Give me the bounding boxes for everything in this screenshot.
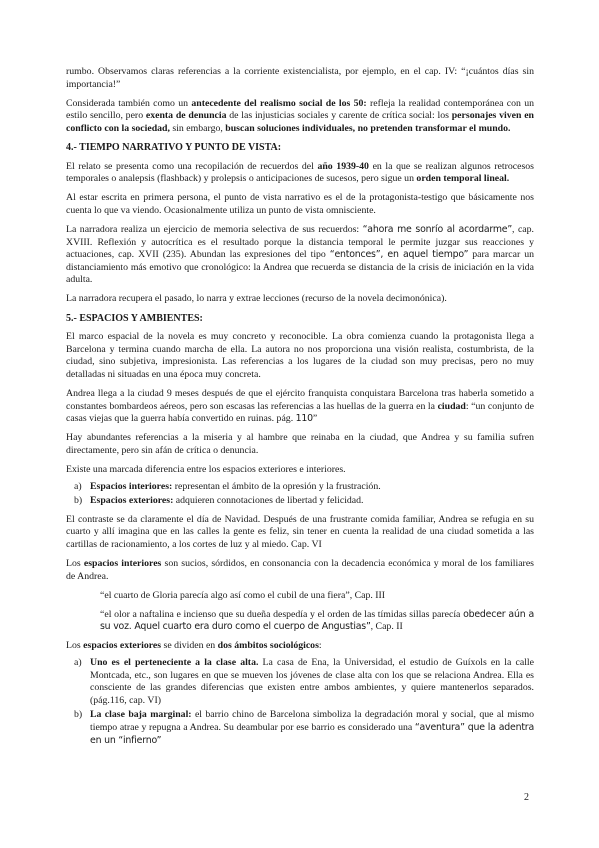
bold-text: espacios exteriores — [83, 640, 162, 652]
list-marker: b) — [74, 495, 83, 507]
text: : — [318, 640, 322, 652]
text: adquieren connotaciones de libertad y felicidad. — [173, 495, 364, 507]
text: Los — [66, 640, 84, 652]
text: : “un conjunto de casas viejas que la guerra había convertido en ruinas. pág. — [66, 400, 534, 425]
bold-text: exenta de denuncia — [145, 110, 227, 122]
list-item — [66, 495, 534, 508]
text: Considerada también como un — [66, 97, 192, 109]
bold-text: ciudad — [437, 400, 466, 412]
text: rumbo. Observamos claras referencias a la corriente existencialista, por ejemplo, en el cap. IV: “¡cuántos días sin importancia!” — [66, 66, 534, 90]
paragraph-primera-persona — [66, 192, 534, 217]
text: Los — [66, 558, 84, 569]
text: La narradora recupera el pasado, lo narra y extrae lecciones (recurso de la novela decimonónica). — [66, 293, 447, 305]
text: Al estar escrita en primera persona, el punto de vista narrativo es el de la protagonista-testigo que básicamente nos cuenta lo que va viendo. Ocasionalmente utiliza un punto de vista omnisciente. — [66, 192, 534, 216]
bold-text: buscan soluciones individuales, no pretenden transformar el mundo. — [225, 122, 511, 134]
paragraph-memoria — [66, 224, 534, 287]
quote-angustias — [66, 609, 534, 634]
paragraph-interiores — [66, 558, 534, 583]
handwritten-text: obedecer aún a su voz. Aquel cuarto era duro como el cuerpo de Angustias” — [100, 608, 535, 633]
page-number: 2 — [524, 792, 529, 803]
bold-text: espacios interiores — [83, 558, 162, 569]
paragraph-diferencia — [66, 464, 534, 477]
text: La casa de Ena, la Universidad, el estudio de Guíxols en la calle Montcada, etc., son lugares en que se mueven los jóvenes de clase alta con los que se relaciona Andrea. Ella es consciente de las grandes diferencias que existen entre ambos ambientes, y quiere mantenerlos separados. (pág.116, cap. VI) — [90, 657, 534, 706]
text: se dividen en — [161, 640, 218, 652]
paragraph-miseria — [66, 432, 534, 457]
text: “el cuarto de Gloria parecía algo así como el cubil de una fiera”, Cap. III — [100, 589, 386, 601]
bold-text: Espacios exteriores: — [90, 495, 174, 507]
bold-text: antecedente del realismo social de los 50: — [191, 97, 367, 109]
text: sin embargo, — [169, 122, 226, 134]
text: para marcar un distanciamiento más emotivo que cronológico: la Andrea que recuerda se distancia de la crisis de iniciación en la vida adulta. — [66, 249, 534, 286]
text: El contraste se da claramente el día de Navidad. Después de una frustrante comida familiar, Andrea se refugia en su cuarto y allí imagina que en las calles la gente es feliz, sin tener en cuenta la realidad de una ciudad sometida a las cartillas de racionamiento, a los cortes de luz y al miedo. Cap. VI — [66, 513, 534, 550]
text: “el olor a naftalina e incienso que su dueña despedía y el orden de las tímidas sillas parecía — [100, 608, 464, 620]
list-item — [66, 709, 534, 747]
text: ” — [312, 413, 318, 425]
bold-text: Espacios interiores: — [90, 480, 173, 492]
text: El relato se presenta como una recopilación de recuerdos del — [66, 160, 318, 172]
text: Andrea llega a la ciudad 9 meses después de que el ejército franquista conquistara Barcelona tras haberla sometido a constantes bombardeos aéreos, pero son escasas las referencias a las huellas de la guerra en la — [66, 387, 534, 412]
text: , Cap. II — [370, 621, 403, 633]
quote-gloria — [66, 590, 534, 603]
paragraph-llegada — [66, 388, 534, 426]
bold-text: dos ámbitos sociológicos — [217, 640, 319, 652]
bold-text: La clase baja marginal: — [90, 709, 192, 721]
text: el barrio chino de Barcelona simboliza la degradación moral y social, que al mismo tiempo atrae y repugna a Andrea. Su deambular por ese barrio es considerado una — [90, 709, 534, 734]
text: El marco espacial de la novela es muy concreto y reconocible. La obra comienza cuando la protagonista llega a Barcelona y termina cuando marcha de ella. La autora no nos proporciona una visión realista, costumbrista, de la ciudad, sino subjetiva, impresionista. Las referencias a los lugares de la ciudad son muy precisas, pero no muy detalladas ni situadas en una época muy concreta. — [66, 331, 534, 380]
list-marker: a) — [74, 657, 82, 669]
paragraph-navidad — [66, 514, 534, 552]
bold-text: orden temporal lineal. — [416, 173, 510, 185]
text: refleja la realidad contemporánea con un estilo sencillo, pero — [66, 97, 535, 122]
text: , cap. XVIII. Reflexión y autocrítica es el resultado porque la distancia temporal le permite juzgar sus reacciones y actuaciones, cap. XVII (235). Abundan las expresiones del tipo — [66, 223, 535, 261]
handwritten-text: “aventura” que la adentra en un “infierno” — [90, 722, 534, 746]
section-heading-espacios: 5.- ESPACIOS Y AMBIENTES: — [66, 312, 203, 324]
text: son sucios, sórdidos, en consonancia con la decadencia económica y moral de los familiares de Andrea. — [66, 558, 534, 582]
list-item — [66, 657, 534, 707]
handwritten-text: “ahora me sonrío al acordarme” — [362, 223, 513, 235]
paragraph-lecciones — [66, 293, 534, 306]
paragraph-existencialismo — [66, 66, 534, 91]
text: La narradora realiza un ejercicio de memoria selectiva de sus recuerdos: — [66, 223, 363, 235]
section-heading-tiempo: 4.- TIEMPO NARRATIVO Y PUNTO DE VISTA: — [66, 141, 282, 153]
paragraph-marco-espacial — [66, 331, 534, 381]
text: de las injusticias sociales y carente de crítica social: los — [226, 110, 452, 122]
list-item — [66, 481, 534, 494]
bold-text: año 1939-40 — [317, 160, 369, 172]
handwritten-text: “entonces”, en aquel tiempo” — [329, 249, 469, 261]
handwritten-text: 110 — [295, 413, 313, 425]
bold-text: Uno es el perteneciente a la clase alta. — [90, 657, 259, 669]
list-ambitos — [66, 657, 534, 747]
bold-text: personajes viven en conflicto con la sociedad, — [66, 110, 535, 134]
list-marker: a) — [74, 480, 82, 492]
text: Hay abundantes referencias a la miseria y al hambre que reinaba en la ciudad, que Andrea y su familia sufren directamente, pero sin afán de crítica o denuncia. — [66, 432, 534, 456]
paragraph-recopilacion — [66, 161, 534, 186]
list-marker: b) — [74, 709, 83, 721]
paragraph-exteriores — [66, 640, 534, 653]
text: representan el ámbito de la opresión y la frustración. — [172, 480, 381, 492]
document-page — [66, 66, 534, 753]
list-espacios — [66, 481, 534, 508]
text: Existe una marcada diferencia entre los espacios exteriores e interiores. — [66, 463, 346, 475]
paragraph-realismo-social — [66, 98, 534, 136]
text: en la que se realizan algunos retrocesos temporales o analepsis (flashback) y prolepsis o anticipaciones de sucesos, pero sigue un — [66, 160, 534, 185]
